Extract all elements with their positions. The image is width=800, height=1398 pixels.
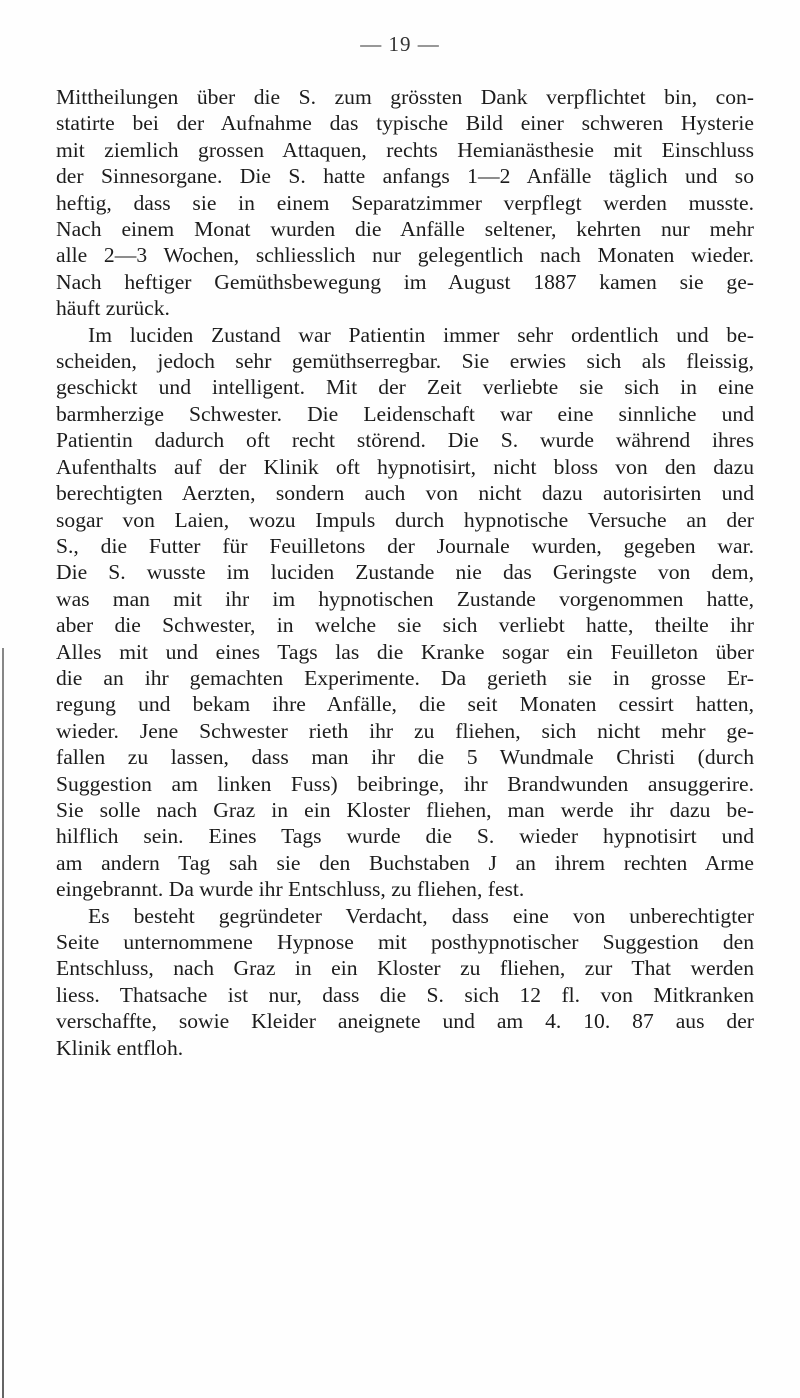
text-line: berechtigten Aerzten, sondern auch von nicht dazu autorisirten und [56,481,754,506]
text-line: Es besteht gegründeter Verdacht, dass eine von unberechtigter [88,903,754,928]
text-line: scheiden, jedoch sehr gemüthserregbar. Sie erwies sich als fleissig, [56,349,754,374]
text-line: Entschluss, nach Graz in ein Kloster zu fliehen, zur That werden [56,956,754,981]
text-line: Klinik entfloh. [56,1035,184,1060]
text-line: geschickt und intelligent. Mit der Zeit verliebte sie sich in eine [56,375,754,400]
text-line: häuft zurück. [56,296,170,321]
text-line: regung und bekam ihre Anfälle, die seit Monaten cessirt hatten, [56,692,754,717]
body-text [56,84,754,1061]
text-line: wieder. Jene Schwester rieth ihr zu fliehen, sich nicht mehr ge- [56,718,754,743]
page-edge-shadow [2,648,4,1398]
text-line: alle 2—3 Wochen, schliesslich nur gelegentlich nach Monaten wieder. [56,243,754,268]
text-line: was man mit ihr im hypnotischen Zustande vorgenommen hatte, [56,586,754,611]
text-line: aber die Schwester, in welche sie sich verliebt hatte, theilte ihr [56,613,754,638]
text-line: Suggestion am linken Fuss) beibringe, ihr Brandwunden ansuggerire. [56,771,754,796]
text-line: Patientin dadurch oft recht störend. Die S. wurde während ihres [56,428,754,453]
text-line: Nach einem Monat wurden die Anfälle seltener, kehrten nur mehr [56,217,754,242]
paragraph [56,322,754,903]
text-line: Sie solle nach Graz in ein Kloster fliehen, man werde ihr dazu be- [56,797,754,822]
text-line: die an ihr gemachten Experimente. Da gerieth sie in grosse Er- [56,665,754,690]
text-line: der Sinnesorgane. Die S. hatte anfangs 1—2 Anfälle täglich und so [56,164,754,189]
text-line: heftig, dass sie in einem Separatzimmer verpflegt werden musste. [56,190,754,215]
text-line: Aufenthalts auf der Klinik oft hypnotisirt, nicht bloss von den dazu [56,454,754,479]
text-line: Die S. wusste im luciden Zustande nie das Geringste von dem, [56,560,754,585]
text-line: Seite unternommene Hypnose mit posthypnotischer Suggestion den [56,930,754,954]
text-line: mit ziemlich grossen Attaquen, rechts Hemianästhesie mit Einschluss [56,137,754,162]
text-line: Nach heftiger Gemüthsbewegung im August 1887 kamen sie ge- [56,269,754,294]
text-line: fallen zu lassen, dass man ihr die 5 Wundmale Christi (durch [56,745,754,770]
paragraph [56,903,754,1061]
text-line: barmherzige Schwester. Die Leidenschaft war eine sinnliche und [56,401,754,426]
text-line: sogar von Laien, wozu Impuls durch hypnotische Versuche an der [56,507,754,532]
text-line: Mittheilungen über die S. zum grössten Dank verpflichtet bin, con- [56,85,754,109]
text-line: Im luciden Zustand war Patientin immer sehr ordentlich und be- [88,322,754,347]
text-line: verschaffte, sowie Kleider aneignete und am 4. 10. 87 aus der [56,1009,754,1034]
text-line: liess. Thatsache ist nur, dass die S. sich 12 fl. von Mitkranken [56,982,754,1007]
text-line: eingebrannt. Da wurde ihr Entschluss, zu fliehen, fest. [56,877,525,902]
paragraph [56,84,754,322]
text-line: statirte bei der Aufnahme das typische Bild einer schweren Hysterie [56,111,754,136]
text-line: Alles mit und eines Tags las die Kranke sogar ein Feuilleton über [56,639,754,664]
text-line: am andern Tag sah sie den Buchstaben J an ihrem rechten Arme [56,850,754,875]
text-line: S., die Futter für Feuilletons der Journale wurden, gegeben war. [56,533,754,558]
text-line: hilflich sein. Eines Tags wurde die S. wieder hypnotisirt und [56,824,754,849]
page-number: — 19 — [360,32,440,56]
